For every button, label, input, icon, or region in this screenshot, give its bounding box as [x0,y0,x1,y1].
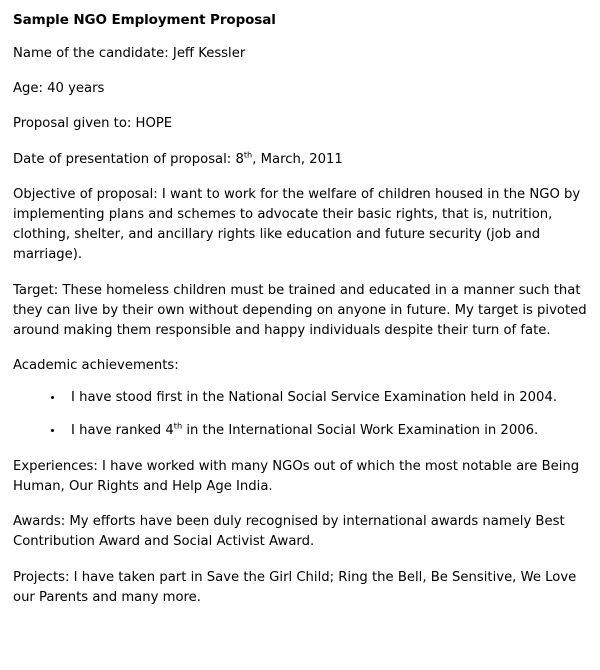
list-item-prefix: I have ranked 4 [71,422,174,438]
list-item [13,388,590,408]
bullet-dot-icon [51,429,54,432]
presentation-date-line [13,150,590,170]
candidate-name-line: Name of the candidate: Jeff Kessler [13,46,246,61]
date-ordinal-suffix: th [243,149,253,160]
projects-paragraph: Projects: I have taken part in Save the Girl Child; Ring the Bell, Be Sensitive, We Love our Parents and many more. [13,569,577,605]
awards-paragraph: Awards: My efforts have been duly recognised by international awards namely Best Contribution Award and Social Activist Award. [13,514,565,550]
list-item-prefix: I have stood first in the National Social Service Examination held in 2004. [71,390,558,406]
objective-paragraph: Objective of proposal: I want to work for the welfare of children housed in the NGO by implementing plans and schemes to advocate their basic rights, that is, nutrition, clothing, shelter, and ancillary rights like education and future security (job and marriage). [13,186,581,263]
target-paragraph: Target: These homeless children must be trained and educated in a manner such that they can live by their own without depending on anyone in future. My target is pivoted around making them responsible and happy individuals despite their turn of fate. [13,282,587,339]
date-suffix: , March, 2011 [252,151,343,167]
academic-achievements-heading: Academic achievements: [13,358,179,374]
age-line: Age: 40 years [13,81,105,97]
bullet-dot-icon [51,396,54,399]
list-item [13,421,590,441]
proposal-recipient-line: Proposal given to: HOPE [13,116,173,132]
list-item-suffix: in the International Social Work Examination in 2006. [182,422,539,438]
experiences-paragraph: Experiences: I have worked with many NGOs out of which the most notable are Being Human, Our Rights and Help Age India. [13,458,580,495]
list-item-ordinal-suffix: th [173,420,183,431]
academic-achievements-list [13,388,590,440]
date-prefix: Date of presentation of proposal: 8 [13,151,244,167]
page-title: Sample NGO Employment Proposal [13,12,276,28]
